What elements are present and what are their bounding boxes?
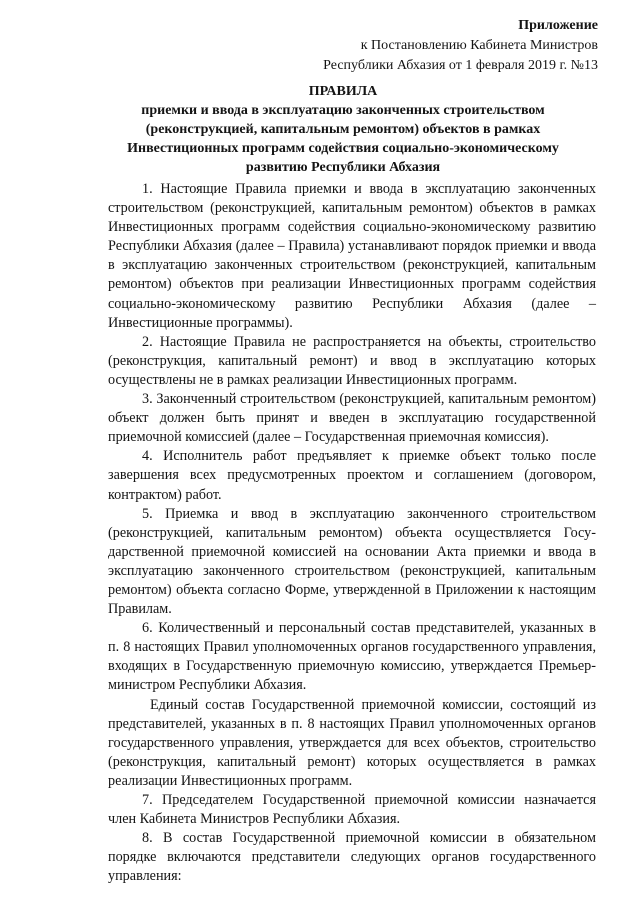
paragraph-3: 3. Законченный строительством (реконструкцией, капитальным ремонтом) объект должен быть принят и введен в эксплуатацию государственной приемочной комиссией (далее – Государственная приемочная комиссия). (108, 391, 596, 446)
paragraph-6: 6. Количественный и персональный состав представителей, указанных в п. 8 настоящих Правил уполномоченных органов государственного управления, входящих в Государственную приемочную комиссию, утверждается Премьер-министром Республики Абхазия. (108, 620, 596, 694)
document-body (108, 180, 596, 886)
paragraph-5: 5. Приемка и ввод в эксплуатацию законченного строительством (реконструкцией, капитальным ремонтом) объекта осуществляется Государственной приемочной комиссией на основании Акта приемки и ввода в эксплуатацию законченного строительством (реконструкцией, капитальным ремонтом) объекта согласно Форме, утвержденной в Приложении к настоящим Правилам. (108, 505, 596, 618)
paragraph-1: 1. Настоящие Правила приемки и ввода в эксплуатацию законченных строительством (реконструкцией, капитальным ремонтом) объектов в рамках Инвестиционных программ содействия социально-экономическому развитию Республики Абхазия (далее – Правила) устанавливают порядок приемки и ввода в эксплуатацию законченных строительством (реконструкцией, капитальным ремонтом) объектов при реализации Инвестиционных программ содействия социально-экономическому развитию Республики Абхазия (далее – Инвестиционные программы). (108, 181, 596, 331)
title-heading: ПРАВИЛА (308, 84, 378, 99)
appendix-header (323, 16, 598, 76)
paragraph-4: 4. Исполнитель работ предъявляет к приемке объект только после завершения всех предусмотренных проектом и соглашением (договором, контрактом) работ. (108, 448, 596, 503)
document-title (108, 82, 578, 177)
paragraph-7: 7. Председателем Государственной приемочной комиссии назначается член Кабинета Министров Республики Абхазия. (108, 792, 596, 828)
appendix-label: Приложение (518, 18, 598, 33)
title-subtitle: приемки и ввода в эксплуатацию законченных строительством (реконструкцией, капитальным ремонтом) объектов в рамках Инвестиционных программ содействия социально-экономическому развитию Республики Абхазия (127, 103, 559, 175)
appendix-date: Республики Абхазия от 1 февраля 2019 г. №13 (323, 58, 598, 73)
paragraph-8: 8. В состав Государственной приемочной комиссии в обязательном порядке включаются представители следующих органов государственного управления: (108, 830, 596, 885)
appendix-reference: к Постановлению Кабинета Министров (360, 38, 598, 53)
paragraph-6-continued: Единый состав Государственной приемочной комиссии, состоящий из представителей, указанных в п. 8 настоящих Правил уполномоченных органов государственного управления, утверждается для всех объектов, строительство (реконструкция, капитальный ремонт) которых осуществляется в рамках реализации Инвестиционных программ. (108, 696, 596, 789)
paragraph-2: 2. Настоящие Правила не распространяется на объекты, строительство (реконструкция, капитальный ремонт) и ввод в эксплуатацию которых осуществлены не в рамках реализации Инвестиционных программ. (108, 333, 596, 388)
